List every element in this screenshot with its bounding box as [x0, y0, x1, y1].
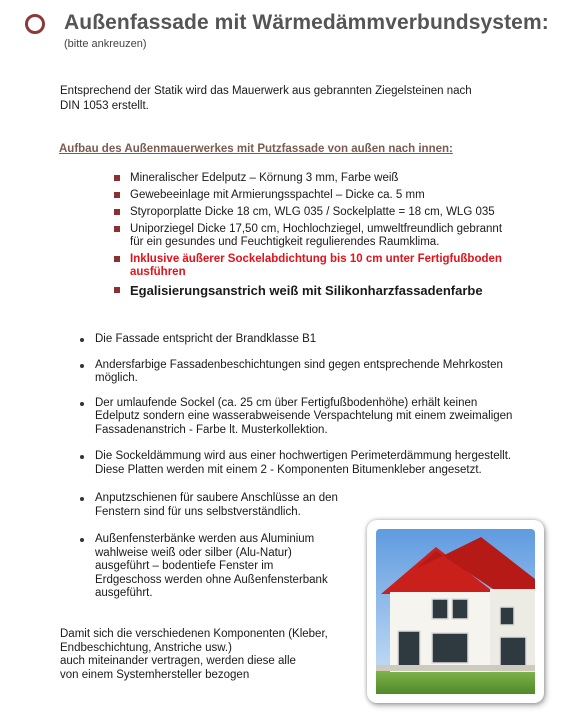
layer-item-emphasis	[112, 283, 527, 299]
house-photo	[367, 520, 544, 703]
window-lower	[432, 633, 468, 663]
note-text: Die Sockeldämmung wird aus einer hochwertigen Perimeterdämmung hergestellt.	[95, 450, 512, 462]
dot-bullet-icon	[80, 538, 84, 542]
layer-text: für ein gesundes und Feuchtigkeit regulierendes Raumklima.	[130, 236, 440, 248]
plinth	[376, 665, 535, 671]
note-text: Diese Platten werden mit einem 2 - Komponenten Bitumenkleber angesetzt.	[95, 463, 482, 476]
note-text: Die Fassade entspricht der Brandklasse B1	[95, 333, 317, 345]
note-text: möglich.	[95, 372, 138, 384]
square-bullet-icon	[114, 175, 120, 181]
layer-text: ausführen	[130, 266, 186, 278]
layer-text: Styroporplatte Dicke 18 cm, WLG 035 / Sockelplatte = 18 cm, WLG 035	[130, 206, 495, 218]
dot-bullet-icon	[80, 455, 84, 459]
note-text: ausgeführt.	[95, 587, 153, 599]
window-upper	[452, 599, 468, 619]
closing-paragraph	[60, 628, 360, 682]
note-item	[80, 397, 540, 438]
wall-layer-list	[112, 172, 527, 303]
note-text: wahlweise weiß oder silber (Alu-Natur)	[95, 546, 292, 559]
dot-bullet-icon	[80, 497, 84, 501]
window-upper	[432, 599, 448, 619]
page-subtitle: (bitte ankreuzen)	[64, 38, 147, 50]
lawn	[376, 671, 535, 694]
window-side	[500, 607, 514, 625]
dot-bullet-icon	[80, 364, 84, 368]
closing-line: Damit sich die verschiedenen Komponenten (Kleber,	[60, 628, 328, 640]
intro-line: DIN 1053 erstellt.	[60, 100, 149, 112]
layer-item	[112, 223, 527, 249]
intro-paragraph	[60, 84, 530, 114]
intro-line: Entsprechend der Statik wird das Mauerwerk aus gebrannten Ziegelsteinen nach	[60, 85, 472, 97]
layer-item	[112, 206, 527, 219]
window-side-floor	[500, 637, 526, 669]
house-illustration	[376, 529, 535, 694]
note-text: Andersfarbige Fassadenbeschichtungen sind gegen entsprechende Mehrkosten	[95, 358, 503, 371]
note-text: ausgeführt – bodentiefe Fenster im	[95, 560, 274, 572]
note-text: Der umlaufende Sockel (ca. 25 cm über Fertigfußbodenhöhe) erhält keinen	[95, 396, 478, 409]
note-text: Edelputz sondern eine wasserabweisende Verspachtelung mit einem zweimaligen	[95, 410, 513, 422]
dot-bullet-icon	[80, 402, 84, 406]
square-bullet-icon	[114, 287, 120, 293]
layer-text: Uniporziegel Dicke 17,50 cm, Hochlochziegel, umweltfreundlich gebrannt	[130, 223, 503, 235]
note-text: Fenstern sind für uns selbstverständlich.	[95, 505, 301, 518]
square-bullet-icon	[114, 226, 120, 232]
note-item	[80, 333, 540, 347]
page-title: Außenfassade mit Wärmedämmverbundsystem:	[64, 11, 549, 34]
note-item	[80, 359, 540, 386]
note-item	[80, 450, 540, 477]
layer-text: Gewebeeinlage mit Armierungsspachtel – Dicke ca. 5 mm	[130, 189, 425, 201]
layer-item	[112, 172, 527, 185]
layer-text: Inklusive äußerer Sockelabdichtung bis 10 cm unter Fertigfußboden	[130, 253, 502, 265]
layer-item-highlight	[112, 253, 527, 279]
note-text: Anputzschienen für saubere Anschlüsse an den	[95, 492, 338, 504]
note-text: Erdgeschoss werden ohne Außenfensterbank	[95, 573, 328, 586]
square-bullet-icon	[114, 256, 120, 262]
dot-bullet-icon	[80, 338, 84, 342]
note-item	[80, 492, 540, 519]
selection-checkbox-circle-icon[interactable]	[25, 14, 45, 34]
closing-line: von einem Systemhersteller bezogen	[60, 668, 250, 681]
note-text: Außenfensterbänke werden aus Aluminium	[95, 533, 315, 545]
section-heading: Aufbau des Außenmauerwerkes mit Putzfassade von außen nach innen:	[59, 143, 453, 155]
note-text: Fassadenanstrich - Farbe lt. Musterkollektion.	[95, 423, 328, 436]
closing-line: Endbeschichtung, Anstriche usw.)	[60, 641, 232, 654]
square-bullet-icon	[114, 209, 120, 215]
layer-text: Egalisierungsanstrich weiß mit Silikonharzfassadenfarbe	[130, 283, 483, 298]
window-floor	[398, 631, 420, 667]
closing-line: auch miteinander vertragen, werden diese alle	[60, 655, 296, 667]
layer-item	[112, 189, 527, 202]
layer-text: Mineralischer Edelputz – Körnung 3 mm, Farbe weiß	[130, 172, 399, 184]
square-bullet-icon	[114, 192, 120, 198]
